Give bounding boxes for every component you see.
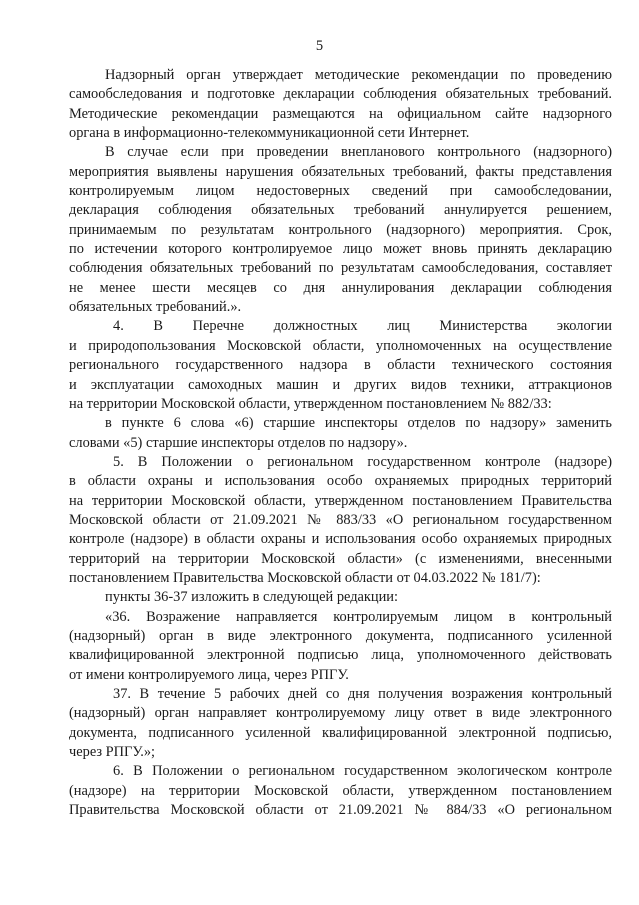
text-line: (надзорный) орган в виде электронного документа, подписанного усиленной xyxy=(69,627,612,644)
text-line: 4. В Перечне должностных лиц Министерства экологии xyxy=(113,318,612,335)
text-line: в области охраны и использования особо охраняемых природных территорий xyxy=(69,473,612,490)
text-line: Правительства Московской области от 21.09.2021 № 884/33 «О региональном xyxy=(69,802,612,819)
text-line: словами «5) старшие инспекторы отделов по надзору». xyxy=(69,434,408,451)
text-line: соблюдения обязательных требований по результатам самообследования, составляет xyxy=(69,260,612,277)
text-line: В случае если при проведении внепланового контрольного (надзорного) xyxy=(105,144,612,161)
text-line: и природопользования Московской области, уполномоченных на осуществление xyxy=(69,337,612,354)
text-line: Методические рекомендации размещаются на официальном сайте надзорного xyxy=(69,105,612,122)
text-line: от имени контролируемого лица, через РПГУ. xyxy=(69,666,349,683)
text-line: 5. В Положении о региональном государственном контроле (надзоре) xyxy=(113,453,612,470)
text-line: Надзорный орган утверждает методические рекомендации по проведению xyxy=(105,67,612,83)
text-line: в пункте 6 слова «6) старшие инспекторы отделов по надзору» заменить xyxy=(105,415,612,432)
text-line: 6. В Положении о региональном государственном экологическом контроле xyxy=(113,763,612,780)
text-line: не менее шести месяцев со дня аннулирования декларации соблюдения xyxy=(69,279,612,296)
text-line: регионального государственного надзора в области технического состояния xyxy=(69,357,612,374)
text-line: обязательных требований.». xyxy=(69,299,242,316)
text-line: документа, подписанного усиленной квалифицированной электронной подписью, xyxy=(69,724,612,741)
text-line: контроле (надзоре) в области охраны и использования особо охраняемых природных xyxy=(69,531,612,548)
text-line: принимаемым по результатам контрольного (надзорного) мероприятия. Срок, xyxy=(69,221,612,238)
text-line: по истечении которого контролируемое лицо может вновь принять декларацию xyxy=(69,241,612,258)
text-line: контролируемым лицом недостоверных сведений при самообследовании, xyxy=(69,183,612,200)
text-line: постановлением Правительства Московской области от 04.03.2022 № 181/7): xyxy=(69,569,541,586)
text-line: 37. В течение 5 рабочих дней со дня получения возражения контрольный xyxy=(113,686,612,702)
text-line: «36. Возражение направляется контролируемым лицом в контрольный xyxy=(105,608,612,625)
page-number: 5 xyxy=(315,38,324,54)
text-line: (надзоре) на территории Московской области, утвержденном постановлением xyxy=(69,782,612,799)
text-line: территорий на территории Московской области» (с изменениями, внесенными xyxy=(69,550,612,567)
text-line: мероприятия выявлены нарушения обязательных требований, факты представления xyxy=(69,163,612,180)
text-line: через РПГУ.»; xyxy=(69,744,156,761)
text-line: Московской области от 21.09.2021 № 883/33 «О региональном государственном xyxy=(69,511,612,528)
text-line: и эксплуатации самоходных машин и других видов техники, аттракционов xyxy=(69,376,612,393)
text-line: органа в информационно-телекоммуникационной сети Интернет. xyxy=(69,125,470,142)
text-line: квалифицированной электронной подписью лица, уполномоченного действовать xyxy=(69,647,612,664)
document-body xyxy=(69,66,612,820)
text-line: пункты 36-37 изложить в следующей редакции: xyxy=(105,589,399,606)
text-line: на территории Московской области, утвержденном постановлением Правительства xyxy=(69,492,612,509)
text-line: декларация соблюдения обязательных требований аннулируется решением, xyxy=(69,202,612,219)
text-line: на территории Московской области, утвержденном постановлением № 882/33: xyxy=(69,395,552,412)
text-line: (надзорный) орган направляет контролируемому лицу ответ в виде электронного xyxy=(69,705,612,722)
text-line: самообследования и подготовке декларации соблюдения обязательных требований. xyxy=(69,86,612,103)
